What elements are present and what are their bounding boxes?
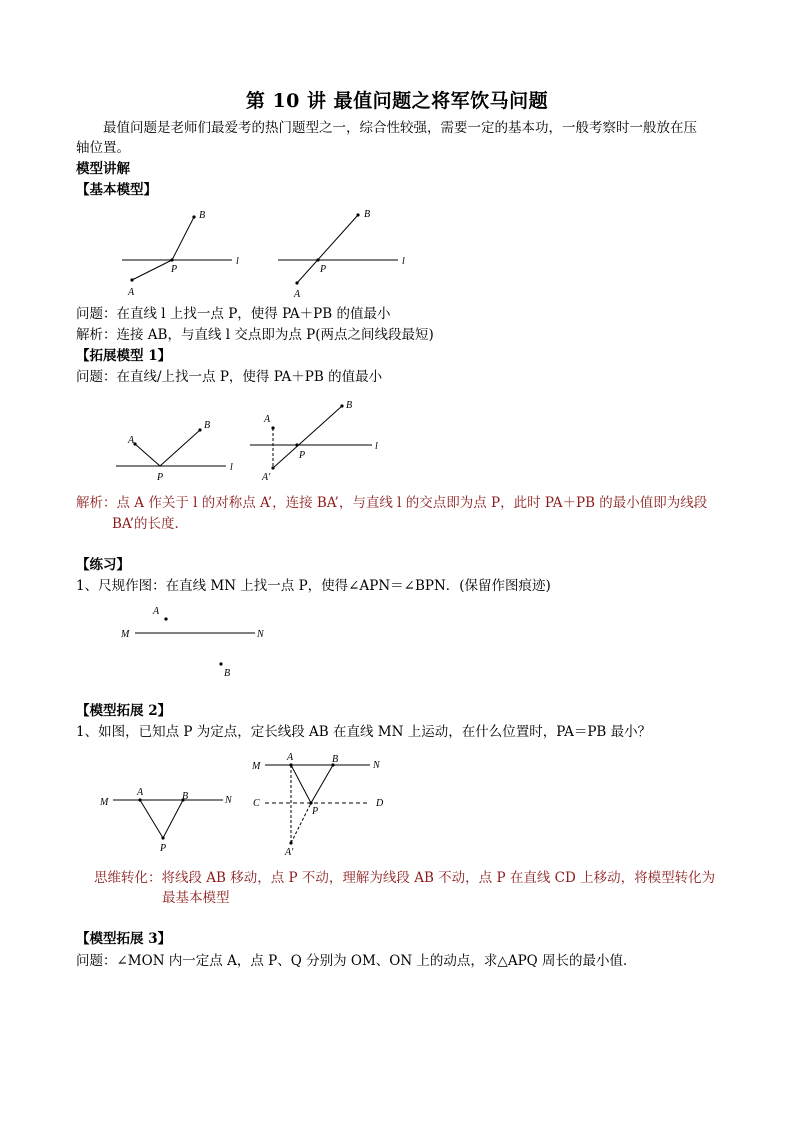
label-B: B xyxy=(204,420,211,431)
intro-line-2: 轴位置。 xyxy=(76,140,130,156)
ext1-question: 问题：在直线/上找一点 P，使得 PA＋PB 的值最小 xyxy=(76,369,383,385)
label-P: P xyxy=(171,264,178,275)
label-B: B xyxy=(332,754,339,765)
ext2-diagram-2 xyxy=(251,752,384,858)
ext2-question-1: 1、如图，已知点 P 为定点，定长线段 AB 在直线 MN 上运动，在什么位置时，PA＝PB 最小？ xyxy=(76,724,652,740)
label-A: A xyxy=(264,414,271,425)
ext2-diagram-1 xyxy=(99,787,233,854)
ext2-thinking-2: 最基本模型 xyxy=(162,890,230,906)
page-title: 第 10 讲 最值问题之将军饮马问题 xyxy=(245,90,549,112)
label-B: B xyxy=(182,791,189,802)
label-D: D xyxy=(376,798,384,809)
label-A-prime: A' xyxy=(262,472,271,483)
label-P: P xyxy=(320,264,327,275)
label-A: A xyxy=(128,287,135,298)
label-M: M xyxy=(100,797,109,808)
label-A: A xyxy=(137,787,144,798)
basic-model-figure xyxy=(110,205,420,300)
basic-model-heading: 【基本模型】 xyxy=(76,182,157,198)
label-M: M xyxy=(252,761,261,772)
label-M: M xyxy=(121,629,130,640)
label-l: l xyxy=(402,256,405,267)
label-N: N xyxy=(373,760,380,771)
label-P: P xyxy=(160,843,167,854)
ext1-diagram-1 xyxy=(116,420,233,483)
basic-diagram-1 xyxy=(122,210,239,298)
basic-question: 问题：在直线 l 上找一点 P，使得 PA＋PB 的值最小 xyxy=(76,306,391,322)
label-A: A xyxy=(287,752,294,763)
label-A: A xyxy=(128,435,135,446)
label-A: A xyxy=(294,289,301,300)
label-l: l xyxy=(230,462,233,473)
ext1-analysis-2: BA’的长度. xyxy=(112,516,179,532)
label-A-prime: A' xyxy=(285,847,294,858)
label-P: P xyxy=(157,472,164,483)
ext2-thinking-1: 思维转化：将线段 AB 移动，点 P 不动，理解为线段 AB 不动，点 P 在直线 CD 上移动，将模型转化为 xyxy=(94,870,716,886)
label-P: P xyxy=(312,806,319,817)
ext3-question: 问题：∠MON 内一定点 A，点 P、Q 分别为 OM、ON 上的动点，求△APQ 周长的最小值． xyxy=(76,953,637,969)
label-C: C xyxy=(253,798,260,809)
label-l: l xyxy=(375,441,378,452)
ext1-diagram-2 xyxy=(250,400,378,483)
section-model-heading: 模型讲解 xyxy=(76,161,130,177)
label-B: B xyxy=(346,400,353,411)
practice-figure xyxy=(115,600,275,680)
label-B: B xyxy=(199,210,206,221)
label-N: N xyxy=(257,629,264,640)
ext2-heading: 【模型拓展 2】 xyxy=(76,703,172,719)
practice-heading: 【练习】 xyxy=(76,557,130,573)
ext1-heading: 【拓展模型 1】 xyxy=(76,348,172,364)
practice-question-1: 1、尺规作图：在直线 MN 上找一点 P，使得∠APN＝∠BPN．(保留作图痕迹) xyxy=(76,578,551,594)
label-B: B xyxy=(224,668,231,679)
intro-line-1: 最值问题是老师们最爱考的热门题型之一，综合性较强，需要一定的基本功，一般考察时一般放在压 xyxy=(103,120,697,136)
basic-analysis: 解析：连接 AB，与直线 l 交点即为点 P(两点之间线段最短) xyxy=(76,327,434,343)
label-A: A xyxy=(153,606,160,617)
ext3-heading: 【模型拓展 3】 xyxy=(76,931,172,947)
ext1-analysis-1: 解析：点 A 作关于 l 的对称点 A’，连接 BA’，与直线 l 的交点即为点 P，此时 PA＋PB 的最小值即为线段 xyxy=(76,495,708,511)
label-N: N xyxy=(225,795,232,806)
label-B: B xyxy=(364,209,371,220)
label-P: P xyxy=(299,450,306,461)
basic-diagram-2 xyxy=(278,209,405,300)
ext1-figure xyxy=(110,398,395,488)
label-l: l xyxy=(236,256,239,267)
ext2-figure xyxy=(95,750,395,860)
